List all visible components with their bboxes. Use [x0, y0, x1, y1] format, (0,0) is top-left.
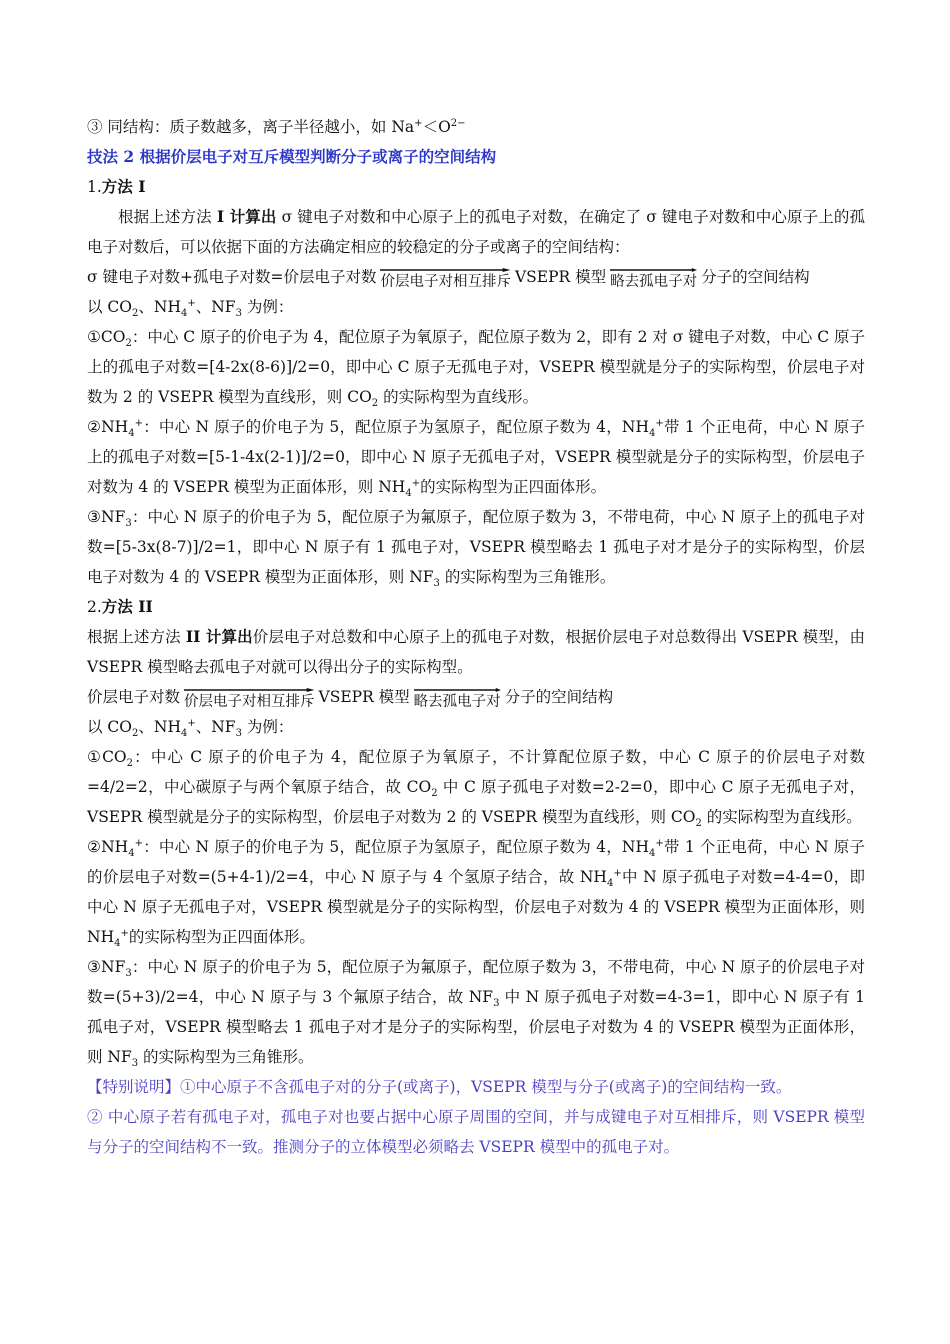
- flow-arrow-repulsion: 价层电子对相互排斥: [380, 266, 511, 292]
- method2-nf3: $③NF_3$：中心 N 原子的价电子为 5，配位原子为氟原子，配位原子数为 3，不带电荷，中心 N 原子的价层电子对数=(5+3)/2=4，中心 N 原子与 3 个氟原子结合，故 $NF_3$ 中 N 原子孤电子对数=4-3=1，即中心 N 原子有 1 孤电子对，VSEPR 模型略去 1 孤电子对才是分子的实际构型，价层电子对数为 4 的 VSEPR 模型为正面体形，则 $NF_3$ 的实际构型为三角锥形。: [87, 958, 865, 1070]
- method2-title: 2.方法 II: [87, 597, 153, 616]
- flow-vsepr: VSEPR 模型: [318, 688, 410, 706]
- flow-end: 分子的空间结构: [504, 688, 614, 706]
- method1-flow: [87, 262, 865, 292]
- method1-paragraph: 根据上述方法 I 计算出 σ 键电子对数和中心原子上的孤电子对数，在确定了 σ 键电子对数和中心原子上的孤电子对数后，可以依据下面的方法确定相应的较稳定的分子或离子的空间结构：: [87, 207, 865, 256]
- special-note-2: ② 中心原子若有孤电子对，孤电子对也要占据中心原子周围的空间，并与成键电子对互相排斥，则 VSEPR 模型与分子的空间结构不一致。推测分子的立体模型必须略去 VSEPR 模型中的孤电子对。: [87, 1108, 865, 1156]
- long-arrow-icon: [414, 688, 501, 692]
- method1-nh4: $②NH_4^+$：中心 N 原子的价电子为 5，配位原子为氢原子，配位原子数为 4，$NH_4^+$带 1 个正电荷，中心 N 原子上的孤电子对数=[5-1-4x(2-1)]/2=0，即中心 N 原子无孤电子对，VSEPR 模型就是分子的实际构型，价层电子对数为 4 的 VSEPR 模型为正面体形，则 $NH_4^+$的实际构型为正四面体形。: [87, 417, 865, 500]
- method1-example-intro: 以 $CO_2$、$NH_4^+$、$NF_3$ 为例：: [87, 297, 294, 320]
- method1-nf3: $③NF_3$：中心 N 原子的价电子为 5，配位原子为氟原子，配位原子数为 3，不带电荷，中心 N 原子上的孤电子对数=[5-3x(8-7)]/2=1，即中心 N 原子有 1 孤电子对，VSEPR 模型略去 1 孤电子对才是分子的实际构型，价层电子对数为 4 的 VSEPR 模型为正面体形，则 $NF_3$ 的实际构型为三角锥形。: [87, 508, 865, 590]
- flow-end: 分子的空间结构: [701, 268, 810, 286]
- long-arrow-icon: [184, 688, 315, 692]
- method2-paragraph: 根据上述方法 II 计算出价层电子对总数和中心原子上的孤电子对数，根据价层电子对总数得出 VSEPR 模型，由 VSEPR 模型略去孤电子对就可以得出分子的实际构型。: [87, 627, 865, 676]
- method2-example-intro: 以 $CO_2$、$NH_4^+$、$NF_3$ 为例：: [87, 717, 294, 740]
- flow-start: σ 键电子对数+孤电子对数=价层电子对数: [87, 268, 377, 286]
- ion-radius-rule: ③ 同结构：质子数越多，离子半径越小，如 $Na^+<O^{2-}$: [87, 117, 466, 136]
- flow-arrow-remove-lone-pairs: 略去孤电子对: [610, 266, 697, 292]
- method2-co2: $①CO_2$：中心 C 原子的价电子为 4，配位原子为氧原子，不计算配位原子数，中心 C 原子的价层电子对数=4/2=2，中心碳原子与两个氧原子结合，故 $CO_2$ 中 C 原子孤电子对数=2-2=0，即中心 C 原子无孤电子对，VSEPR 模型就是分子的实际构型，价层电子对数为 2 的 VSEPR 模型为直线形，则 $CO_2$ 的实际构型为直线形。: [87, 748, 865, 830]
- flow-arrow-remove-lone-pairs: 略去孤电子对: [414, 686, 501, 712]
- flow-arrow-repulsion: 价层电子对相互排斥: [184, 686, 315, 712]
- method1-title: 1.方法 I: [87, 177, 146, 196]
- section-heading: 技法 2 根据价层电子对互斥模型判断分子或离子的空间结构: [87, 147, 497, 166]
- document-page: [87, 112, 865, 1162]
- method2-nh4: $②NH_4^+$：中心 N 原子的价电子为 5，配位原子为氢原子，配位原子数为 4，$NH_4^+$带 1 个正电荷，中心 N 原子的价层电子对数=(5+4-1)/2=4，中心 N 原子与 4 个氢原子结合，故 $NH_4^+$中 N 原子孤电子对数=4-4=0，即中心 N 原子无孤电子对，VSEPR 模型就是分子的实际构型，价层电子对数为 4 的 VSEPR 模型为正面体形，则 $NH_4^+$的实际构型为正四面体形。: [87, 837, 865, 950]
- flow-start: 价层电子对数: [87, 688, 181, 706]
- special-note-1: 【特别说明】①中心原子不含孤电子对的分子(或离子)，VSEPR 模型与分子(或离子)的空间结构一致。: [87, 1078, 792, 1096]
- long-arrow-icon: [380, 268, 511, 272]
- long-arrow-icon: [610, 268, 697, 272]
- flow-vsepr: VSEPR 模型: [514, 268, 607, 286]
- method2-flow: [87, 682, 865, 712]
- method1-co2: $①CO_2$：中心 C 原子的价电子为 4，配位原子为氧原子，配位原子数为 2，即有 2 对 σ 键电子对数，中心 C 原子上的孤电子对数=[4-2x(8-6)]/2=0，即中心 C 原子无孤电子对，VSEPR 模型就是分子的实际构型，价层电子对数为 2 的 VSEPR 模型为直线形，则 $CO_2$ 的实际构型为直线形。: [87, 328, 866, 410]
